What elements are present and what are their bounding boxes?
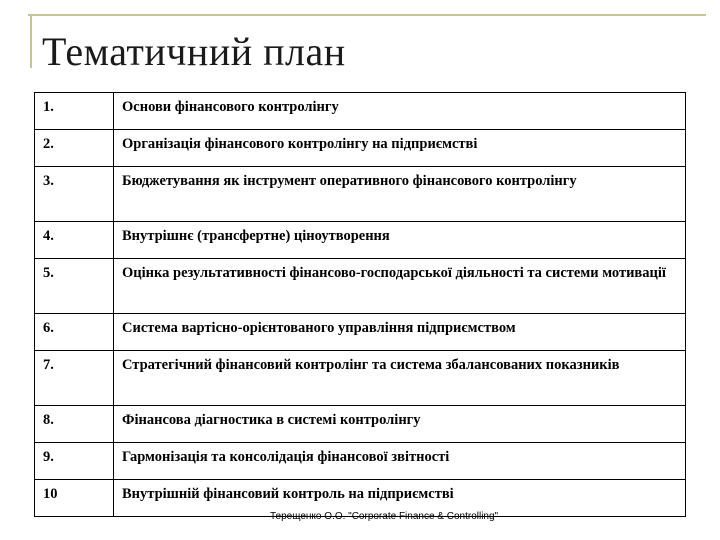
table-row <box>35 222 686 259</box>
row-number: 9. <box>35 443 114 480</box>
table-row <box>35 93 686 130</box>
frame-left-line <box>30 14 32 68</box>
row-topic: Оцінка результативності фінансово-господарської діяльності та системи мотивації <box>114 259 686 314</box>
row-topic: Система вартісно-орієнтованого управління підприємством <box>114 314 686 351</box>
row-topic: Внутрішній фінансовий контроль на підприємстві <box>114 480 686 517</box>
row-topic: Основи фінансового контролінгу <box>114 93 686 130</box>
row-topic: Організація фінансового контролінгу на підприємстві <box>114 130 686 167</box>
table-row <box>35 443 686 480</box>
row-number: 2. <box>35 130 114 167</box>
frame-top-line <box>28 14 706 16</box>
table-row <box>35 406 686 443</box>
row-topic: Внутрішнє (трансфертне) ціноутворення <box>114 222 686 259</box>
row-number: 4. <box>35 222 114 259</box>
row-topic: Фінансова діагностика в системі контролінгу <box>114 406 686 443</box>
table-row <box>35 130 686 167</box>
row-number: 10 <box>35 480 114 517</box>
row-number: 1. <box>35 93 114 130</box>
row-number: 3. <box>35 167 114 222</box>
topics-table <box>34 92 686 517</box>
slide-title: Тематичний план <box>42 29 346 74</box>
table-row <box>35 167 686 222</box>
row-number: 5. <box>35 259 114 314</box>
row-number: 7. <box>35 351 114 406</box>
row-number: 8. <box>35 406 114 443</box>
table-row <box>35 351 686 406</box>
row-number: 6. <box>35 314 114 351</box>
row-topic: Гармонізація та консолідація фінансової звітності <box>114 443 686 480</box>
row-topic: Стратегічний фінансовий контролінг та система збалансованих показників <box>114 351 686 406</box>
table-row <box>35 314 686 351</box>
table-row <box>35 259 686 314</box>
footer-credit: Терещенко О.О. "Corporate Finance & Controlling" <box>270 511 499 522</box>
row-topic: Бюджетування як інструмент оперативного фінансового контролінгу <box>114 167 686 222</box>
